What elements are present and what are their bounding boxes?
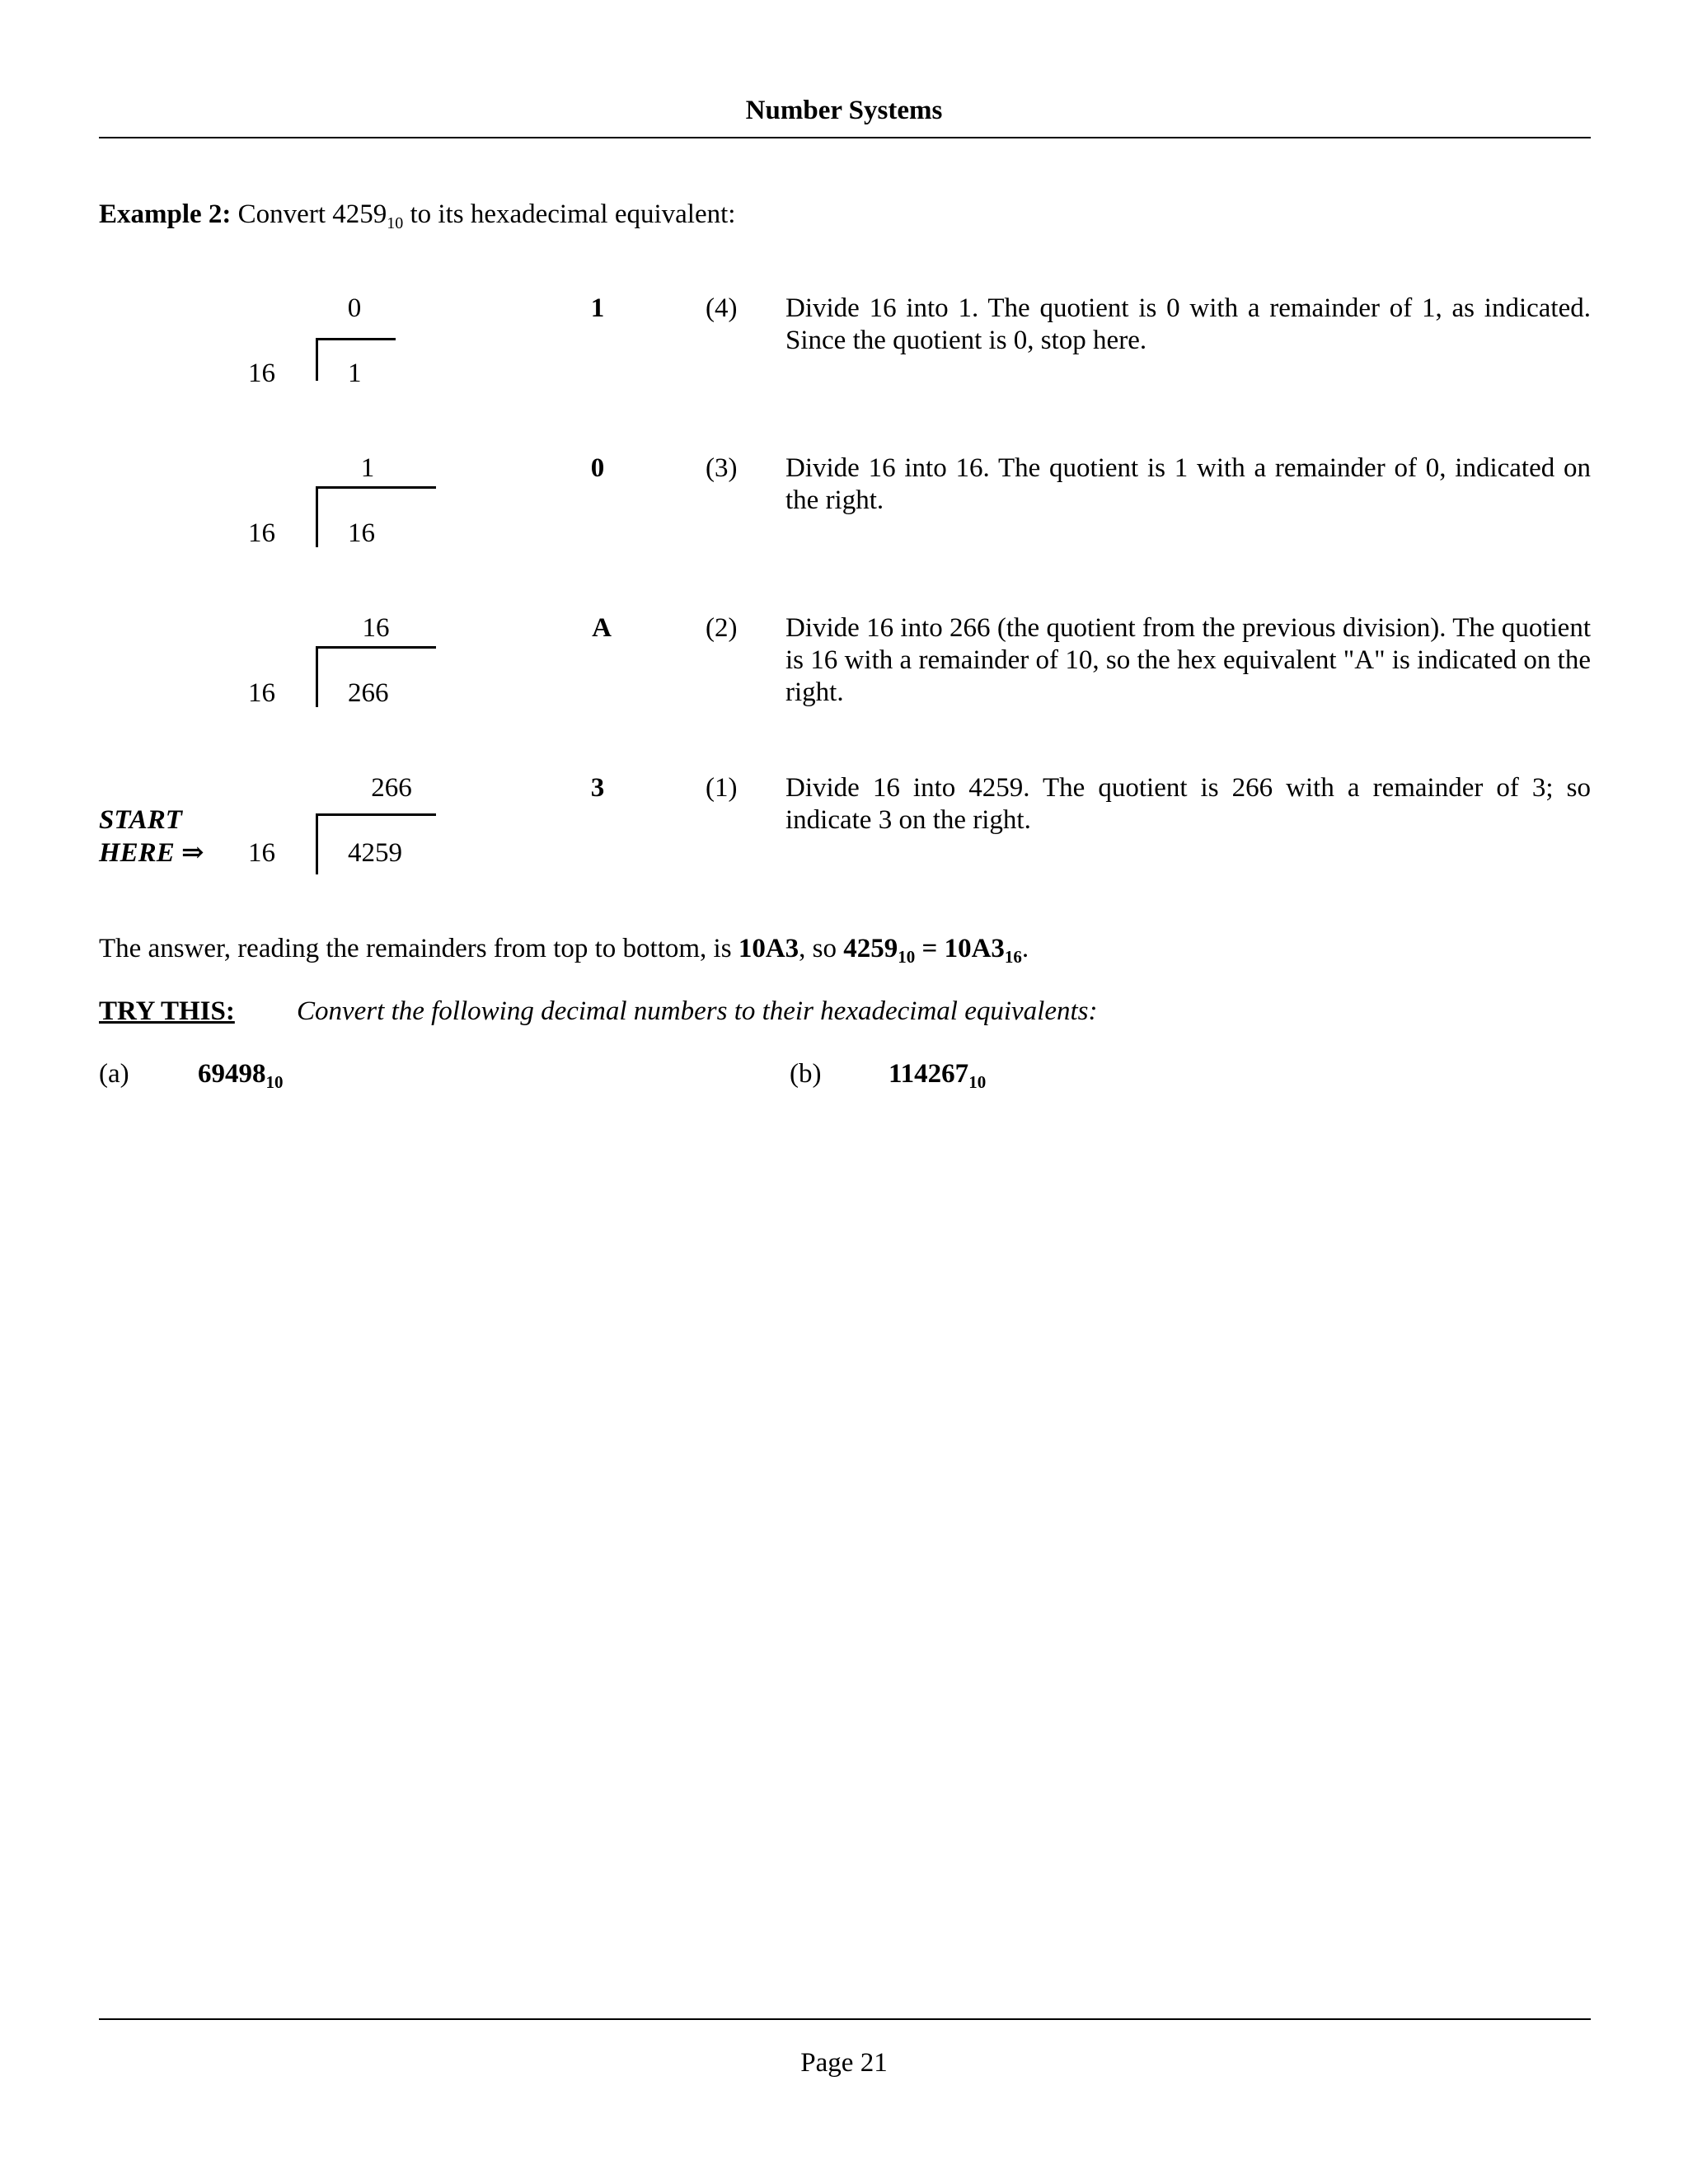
exercise-a-base: 10: [265, 1072, 284, 1092]
answer-lhs-number: 4259: [843, 934, 898, 963]
remainder: 1: [590, 293, 605, 323]
right-arrow-icon: ⇒: [181, 838, 204, 868]
division-bar-side: [316, 813, 318, 874]
answer-middle: , so: [799, 934, 844, 963]
answer-prefix: The answer, reading the remainders from top to bottom, is: [99, 934, 738, 963]
example-base: 10: [387, 214, 404, 232]
exercise-a-value: [198, 1059, 284, 1092]
quotient: 16: [362, 613, 390, 643]
divisor: 16: [248, 518, 275, 548]
answer-lhs-base: 10: [898, 947, 916, 967]
quotient: 1: [360, 453, 375, 483]
division-bar-top: [316, 338, 396, 340]
dividend: 4259: [348, 838, 402, 868]
division-bar-side: [316, 646, 318, 707]
answer-line: [99, 934, 1029, 967]
start-label-here: HERE: [99, 838, 175, 868]
quotient: 266: [371, 773, 412, 803]
divisor: 16: [248, 359, 275, 388]
exercise-a-number: 69498: [198, 1059, 266, 1089]
divisor: 16: [248, 678, 275, 708]
division-bar-side: [316, 486, 318, 547]
start-label-line2: [99, 840, 204, 867]
step-description: Divide 16 into 16. The quotient is 1 with a remainder of 0, indicated on the right.: [785, 453, 1591, 515]
example-number: 4259: [332, 199, 387, 229]
step-description: Divide 16 into 4259. The quotient is 266 with a remainder of 3; so indicate 3 on the right.: [785, 773, 1591, 835]
step-number: (3): [706, 453, 738, 483]
exercise-b-label: (b): [790, 1059, 822, 1089]
remainder: A: [592, 613, 612, 643]
page-header-title: Number Systems: [745, 96, 943, 125]
header-rule: [99, 137, 1591, 138]
division-bar-side: [316, 338, 318, 381]
exercise-b-number: 114267: [889, 1059, 969, 1089]
answer-end: .: [1021, 934, 1029, 963]
division-bar-top: [316, 486, 436, 489]
dividend: 1: [348, 359, 362, 388]
step-number: (4): [706, 293, 738, 323]
example-suffix: to its hexadecimal equivalent:: [403, 199, 736, 229]
remainder: 0: [590, 453, 605, 483]
exercise-a-label: (a): [99, 1059, 129, 1089]
step-description: Divide 16 into 1. The quotient is 0 with a remainder of 1, as indicated. Since the quotient is 0, stop here.: [785, 293, 1591, 355]
try-this-label: TRY THIS:: [99, 996, 235, 1026]
step-description: Divide 16 into 266 (the quotient from the previous division). The quotient is 16 with a remainder of 10, so the hex equivalent "A" is indicated on the right.: [785, 613, 1591, 707]
remainder: 3: [590, 773, 605, 803]
example-prefix: Convert: [237, 199, 333, 229]
exercise-b-base: 10: [968, 1072, 987, 1092]
exercise-b-value: [889, 1059, 987, 1092]
divisor: 16: [248, 838, 275, 868]
answer-rhs-number: 10A3: [944, 934, 1005, 963]
example-label: Example 2:: [99, 199, 232, 229]
page-number: Page 21: [800, 2048, 888, 2078]
footer-rule: [99, 2018, 1591, 2020]
answer-equals: =: [915, 934, 945, 963]
quotient: 0: [347, 293, 362, 323]
answer-hex: 10A3: [738, 934, 799, 963]
step-number: (2): [706, 613, 738, 643]
step-number: (1): [706, 773, 738, 803]
division-bar-top: [316, 646, 436, 649]
try-this-instruction: Convert the following decimal numbers to their hexadecimal equivalents:: [297, 996, 1098, 1026]
division-bar-top: [316, 813, 436, 816]
dividend: 266: [348, 678, 389, 708]
example-heading: [99, 199, 736, 232]
start-label-line1: START: [99, 805, 182, 835]
dividend: 16: [348, 518, 375, 548]
answer-rhs-base: 16: [1004, 947, 1022, 967]
